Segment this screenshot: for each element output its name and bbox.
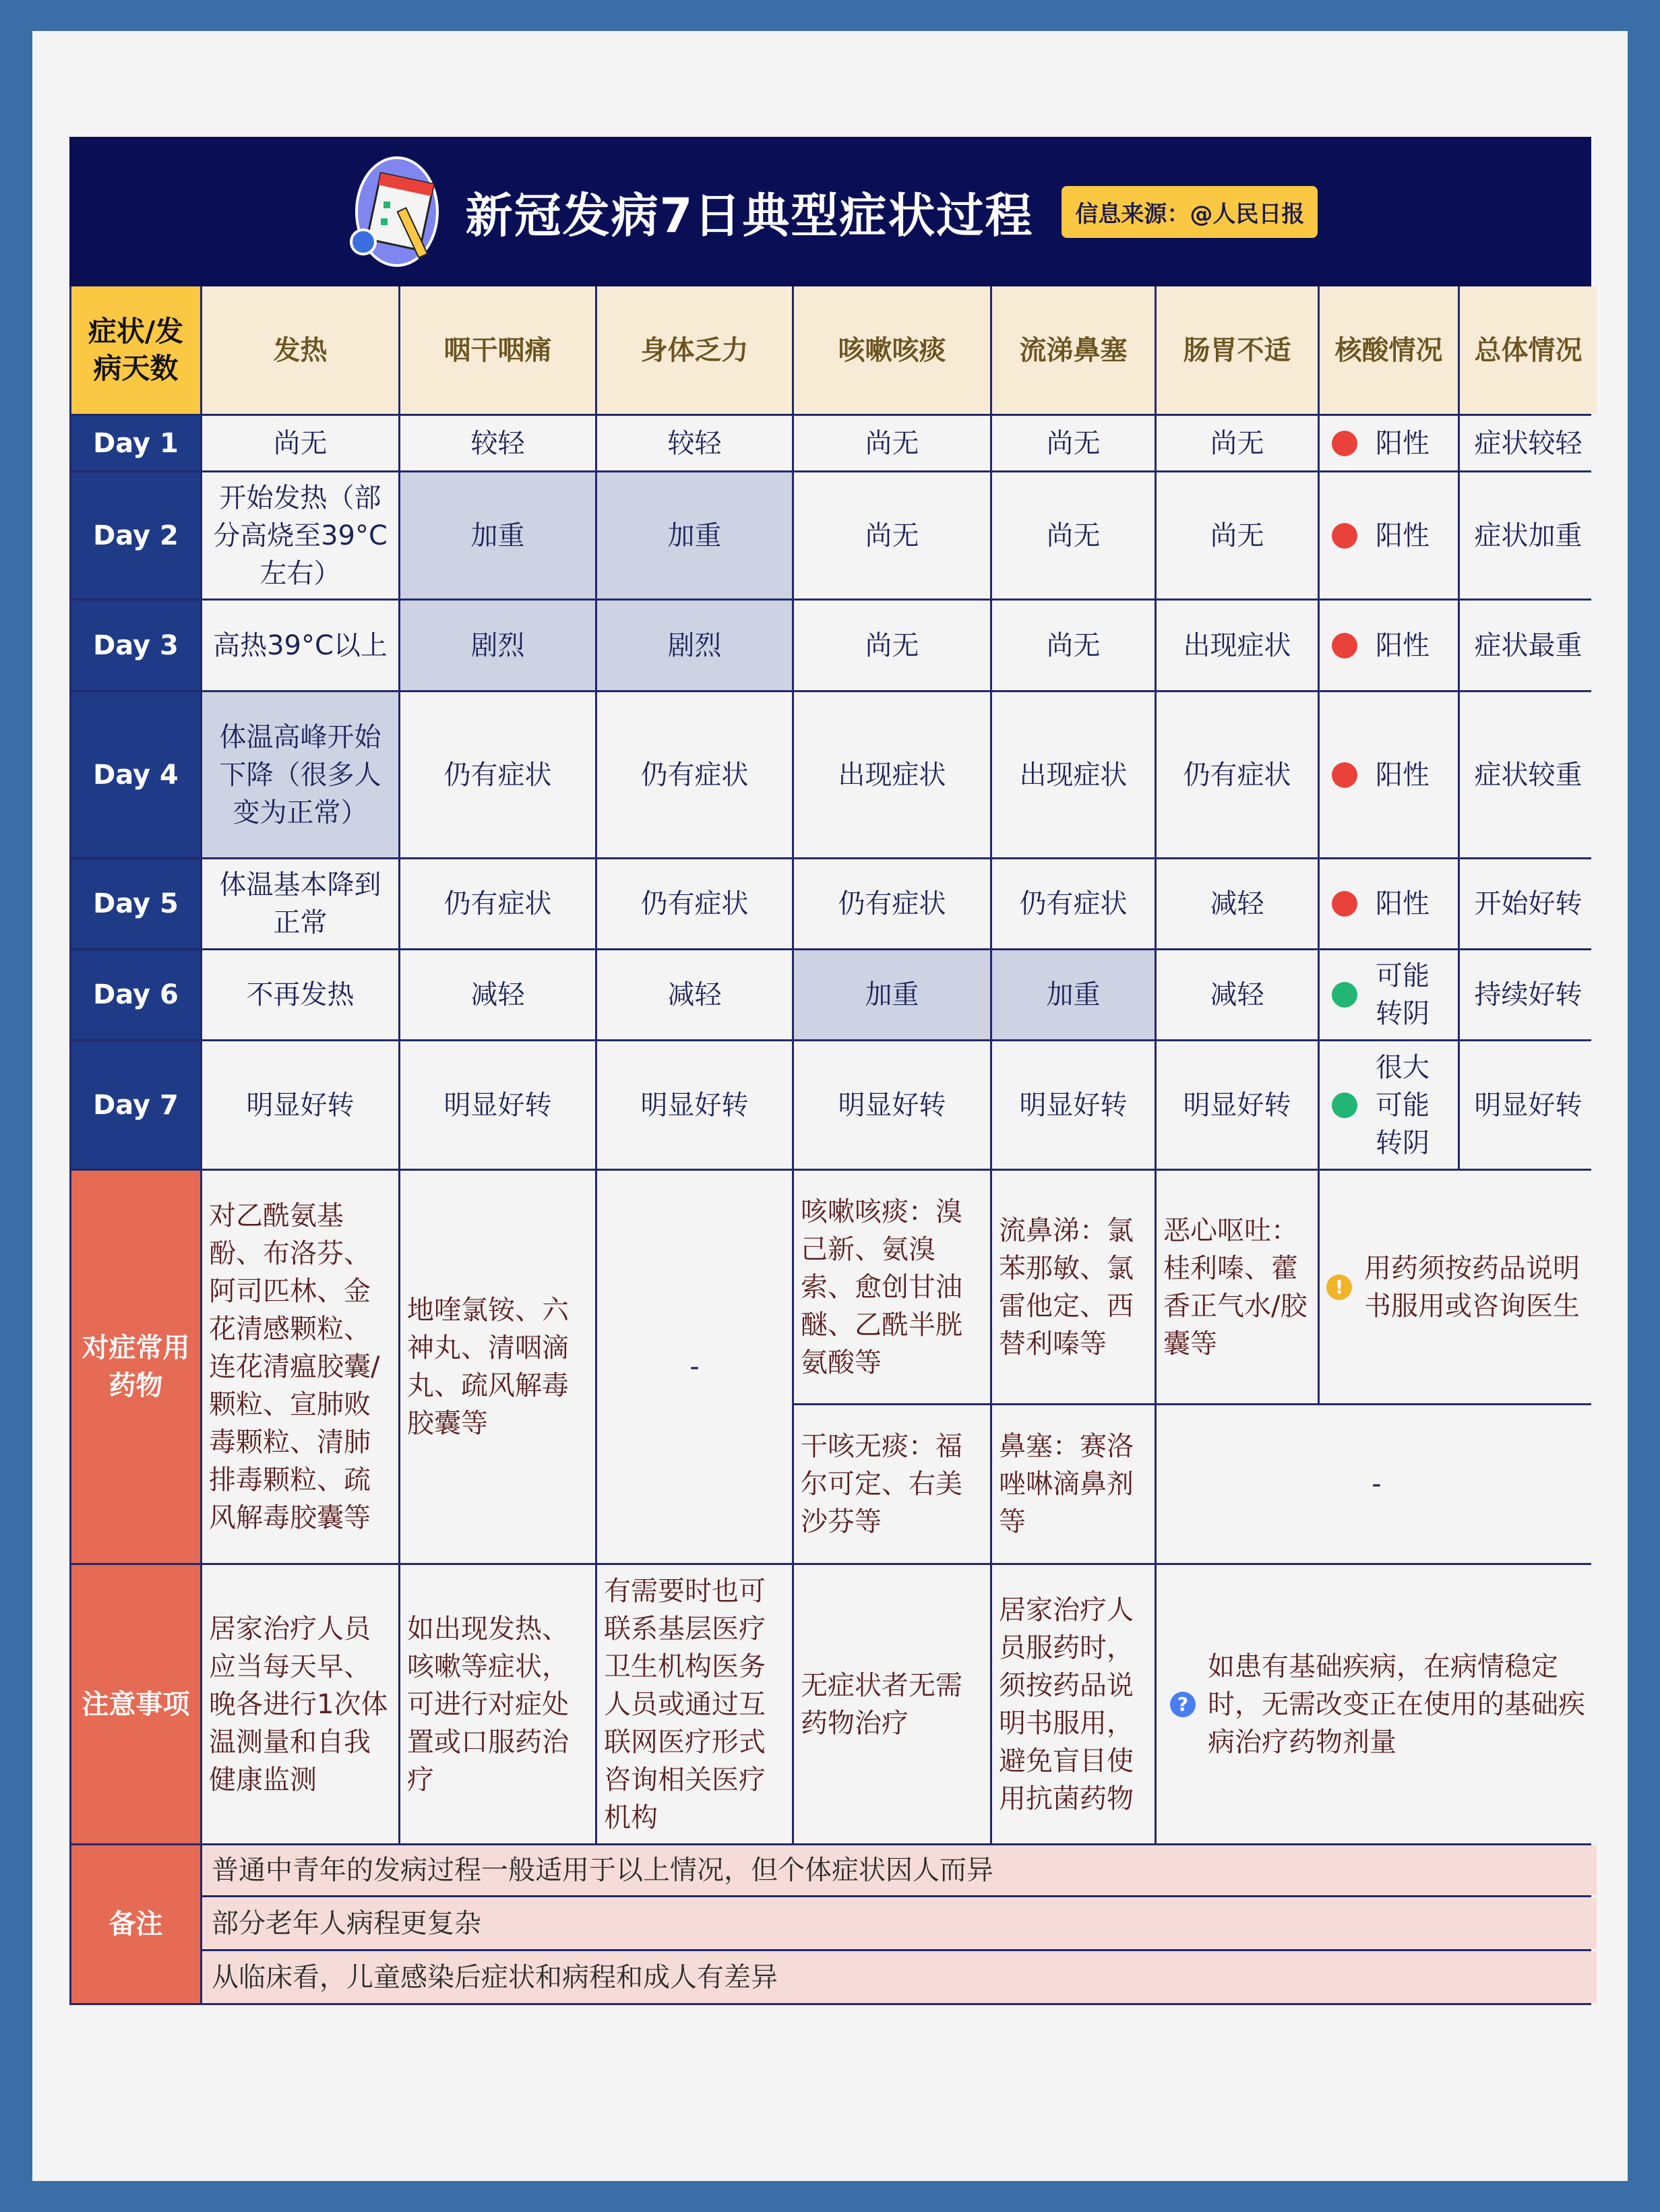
symptom-cell	[1157, 950, 1318, 1039]
test-result-text: 可能转阴	[1376, 960, 1430, 1029]
positive-status-dot-icon	[1332, 891, 1357, 917]
day-label	[71, 601, 200, 690]
medication-empty-text: -	[1372, 1469, 1382, 1500]
symptom-cell-text: 开始发热（部分高烧至39°C左右）	[213, 482, 388, 589]
medication-gi	[1157, 1171, 1318, 1403]
symptom-cell-text: 减轻	[1210, 979, 1264, 1010]
symptom-cell-text: 明显好转	[640, 1089, 749, 1121]
medication-dry-cough-text: 干咳无痰：福尔可定、右美沙芬等	[801, 1431, 962, 1537]
symptom-cell-text: 尚无	[865, 427, 919, 459]
note-chronic	[1157, 1565, 1597, 1843]
symptom-cell-text: 出现症状	[1183, 629, 1291, 661]
remark-item	[202, 1897, 1597, 1949]
symptom-cell-text: 仍有症状	[443, 759, 552, 791]
symptom-cell	[400, 950, 595, 1039]
note-chronic-text: 如患有基础疾病，在病情稳定时，无需改变正在使用的基础疾病治疗药物剂量	[1208, 1651, 1585, 1758]
medication-dry-cough	[794, 1405, 990, 1563]
symptom-cell-text: 加重	[1046, 979, 1101, 1010]
symptom-cell	[202, 601, 398, 690]
column-header	[400, 286, 595, 414]
symptom-cell-text: 剧烈	[470, 629, 525, 661]
symptom-cell-text: 尚无	[865, 520, 919, 551]
remark-item-text: 从临床看，儿童感染后症状和病程和成人有差异	[212, 1961, 778, 1993]
symptom-cell	[400, 859, 595, 948]
day-label-text: Day 4	[93, 759, 179, 791]
remark-item-text: 普通中青年的发病过程一般适用于以上情况，但个体症状因人而异	[212, 1855, 993, 1886]
symptom-cell	[992, 601, 1155, 690]
medication-label-text: 对症常用药物	[82, 1332, 190, 1401]
medication-gi-text: 恶心呕吐：桂利嗪、藿香正气水/胶囊等	[1163, 1215, 1308, 1359]
symptom-cell-text: 体温高峰开始下降（很多人变为正常）	[219, 721, 381, 828]
overall-cell	[1460, 416, 1597, 470]
symptom-cell	[400, 472, 595, 598]
overall-cell	[1460, 472, 1597, 598]
symptom-cell-text: 不再发热	[246, 979, 355, 1010]
day-label	[71, 416, 200, 470]
symptom-cell	[1157, 416, 1318, 470]
positive-status-dot-icon	[1332, 431, 1357, 456]
overall-cell-text: 症状较轻	[1474, 427, 1582, 459]
note-cough-text: 无症状者无需药物治疗	[801, 1669, 962, 1739]
note-cough	[794, 1565, 990, 1843]
symptom-cell-text: 仍有症状	[443, 888, 552, 919]
symptom-cell-text: 加重	[470, 520, 525, 551]
medication-nasal	[992, 1405, 1155, 1563]
symptom-cell	[992, 416, 1155, 470]
symptom-cell-text: 仍有症状	[838, 888, 946, 919]
note-throat	[400, 1565, 595, 1843]
symptom-cell	[794, 601, 990, 690]
symptom-cell	[992, 950, 1155, 1039]
question-icon: ?	[1170, 1692, 1196, 1717]
symptom-cell	[1157, 1041, 1318, 1169]
symptom-cell-text: 减轻	[1210, 888, 1264, 919]
day-label-text: Day 3	[93, 629, 179, 661]
title-banner	[69, 137, 1591, 286]
symptom-cell	[597, 601, 792, 690]
symptom-cell	[794, 416, 990, 470]
notes-label-text: 注意事项	[82, 1688, 190, 1720]
notes-label	[71, 1565, 200, 1843]
medication-cough	[794, 1171, 990, 1403]
symptom-cell	[1157, 472, 1318, 598]
remarks-label-text: 备注	[109, 1909, 163, 1940]
symptom-cell	[400, 601, 595, 690]
corner-header	[71, 286, 200, 414]
page-title: 新冠发病7日典型症状过程	[465, 187, 1034, 243]
symptom-cell	[992, 692, 1155, 857]
positive-status-dot-icon	[1332, 633, 1357, 658]
column-header-text: 身体乏力	[640, 334, 749, 366]
symptom-cell	[794, 1041, 990, 1169]
symptom-cell-text: 明显好转	[443, 1089, 552, 1121]
test-result-text: 阳性	[1376, 888, 1430, 919]
symptom-table	[69, 286, 1591, 2005]
symptom-cell-text: 仍有症状	[640, 759, 749, 791]
overall-cell-text: 持续好转	[1474, 979, 1582, 1010]
symptom-cell	[202, 416, 398, 470]
column-header-text: 流涕鼻塞	[1019, 334, 1128, 366]
test-result-text: 阳性	[1376, 427, 1430, 459]
symptom-cell-text: 尚无	[1046, 520, 1101, 551]
negative-status-dot-icon	[1332, 982, 1357, 1008]
test-result-cell	[1320, 472, 1458, 598]
symptom-cell	[992, 859, 1155, 948]
symptom-cell	[794, 950, 990, 1039]
symptom-cell	[202, 950, 398, 1039]
symptom-cell-text: 尚无	[1046, 629, 1101, 661]
symptom-cell	[597, 472, 792, 598]
medication-nasal-text: 鼻塞：赛洛唑啉滴鼻剂等	[999, 1431, 1134, 1537]
column-header	[202, 286, 398, 414]
test-result-cell	[1320, 416, 1458, 470]
symptom-cell	[400, 692, 595, 857]
overall-cell-text: 症状较重	[1474, 759, 1582, 791]
symptom-cell-text: 减轻	[667, 979, 722, 1010]
symptom-cell-text: 明显好转	[838, 1089, 946, 1121]
medication-throat	[400, 1171, 595, 1563]
symptom-cell	[597, 950, 792, 1039]
note-fatigue	[597, 1565, 792, 1843]
symptom-cell-text: 明显好转	[246, 1089, 355, 1121]
medication-tip	[1320, 1171, 1597, 1403]
note-fatigue-text: 有需要时也可联系基层医疗卫生机构医务人员或通过互联网医疗形式咨询相关医疗机构	[604, 1575, 766, 1833]
test-result-cell	[1320, 1041, 1458, 1169]
symptom-cell	[597, 859, 792, 948]
test-result-text: 阳性	[1376, 759, 1430, 791]
day-label	[71, 1041, 200, 1169]
symptom-cell-text: 体温基本降到正常	[219, 869, 381, 938]
symptom-cell-text: 加重	[667, 520, 722, 551]
medication-cough-text: 咳嗽咳痰：溴己新、氨溴索、愈创甘油醚、乙酰半胱氨酸等	[801, 1196, 962, 1378]
symptom-cell	[794, 472, 990, 598]
symptom-cell	[1157, 601, 1318, 690]
overall-cell-text: 开始好转	[1474, 888, 1582, 919]
symptom-cell	[794, 692, 990, 857]
positive-status-dot-icon	[1332, 523, 1357, 549]
note-fever	[202, 1565, 398, 1843]
symptom-cell-text: 仍有症状	[640, 888, 749, 919]
symptom-cell	[202, 692, 398, 857]
test-result-cell	[1320, 692, 1458, 857]
column-header-text: 咳嗽咳痰	[838, 334, 946, 366]
column-header	[1157, 286, 1318, 414]
medication-fever	[202, 1171, 398, 1563]
medication-runny-nose-text: 流鼻涕：氯苯那敏、氯雷他定、西替利嗪等	[999, 1215, 1134, 1359]
medication-label	[71, 1171, 200, 1563]
test-result-text: 阳性	[1376, 629, 1430, 661]
symptom-cell-text: 明显好转	[1183, 1089, 1291, 1121]
symptom-cell-text: 尚无	[865, 629, 919, 661]
remarks-label	[71, 1845, 200, 2003]
symptom-cell-text: 减轻	[470, 979, 525, 1010]
day-label	[71, 950, 200, 1039]
symptom-cell-text: 尚无	[1210, 427, 1264, 459]
symptom-cell-text: 尚无	[273, 427, 328, 459]
medication-fatigue	[597, 1171, 792, 1563]
note-nasal	[992, 1565, 1155, 1843]
symptom-cell	[400, 1041, 595, 1169]
day-label	[71, 472, 200, 598]
symptom-cell	[992, 472, 1155, 598]
column-header	[1320, 286, 1458, 414]
symptom-cell-text: 出现症状	[838, 759, 946, 791]
remark-item	[202, 1845, 1597, 1895]
column-header	[1460, 286, 1597, 414]
column-header	[794, 286, 990, 414]
symptom-cell	[1157, 859, 1318, 948]
column-header-text: 咽干咽痛	[443, 334, 552, 366]
symptom-cell-text: 较轻	[470, 427, 525, 459]
symptom-cell-text: 加重	[865, 979, 919, 1010]
symptom-cell	[597, 1041, 792, 1169]
note-nasal-text: 居家治疗人员服药时，须按药品说明书服用，避免盲目使用抗菌药物	[999, 1594, 1134, 1814]
symptom-cell-text: 较轻	[667, 427, 722, 459]
symptom-cell	[992, 1041, 1155, 1169]
test-result-cell	[1320, 859, 1458, 948]
column-header-text: 肠胃不适	[1183, 334, 1291, 366]
day-label-text: Day 6	[93, 979, 179, 1010]
column-header	[597, 286, 792, 414]
symptom-cell-text: 明显好转	[1019, 1089, 1128, 1121]
day-label-text: Day 5	[93, 888, 179, 919]
overall-cell	[1460, 950, 1597, 1039]
column-header-text: 核酸情况	[1334, 334, 1443, 366]
medication-throat-text: 地喹氯铵、六神丸、清咽滴丸、疏风解毒胶囊等	[407, 1295, 569, 1439]
overall-cell-text: 症状最重	[1474, 629, 1582, 661]
symptom-cell	[794, 859, 990, 948]
overall-cell	[1460, 601, 1597, 690]
column-header-text: 总体情况	[1474, 334, 1582, 366]
checklist-icon	[343, 154, 451, 269]
note-fever-text: 居家治疗人员应当每天早、晚各进行1次体温测量和自我健康监测	[209, 1613, 388, 1795]
overall-cell-text: 症状加重	[1474, 520, 1582, 551]
negative-status-dot-icon	[1332, 1093, 1357, 1118]
day-label-text: Day 7	[93, 1089, 179, 1121]
day-label-text: Day 2	[93, 520, 179, 551]
symptom-cell-text: 尚无	[1046, 427, 1101, 459]
overall-cell	[1460, 1041, 1597, 1169]
test-result-text: 很大可能转阴	[1376, 1051, 1430, 1159]
symptom-cell	[202, 859, 398, 948]
symptom-cell	[202, 472, 398, 598]
medication-tip-text: 用药须按药品说明书服用或咨询医生	[1364, 1252, 1580, 1322]
column-header	[992, 286, 1155, 414]
symptom-cell	[202, 1041, 398, 1169]
symptom-cell	[597, 416, 792, 470]
symptom-cell-text: 仍有症状	[1183, 759, 1291, 791]
symptom-cell-text: 高热39°C以上	[213, 629, 388, 661]
symptom-cell	[400, 416, 595, 470]
source-badge: 信息来源：@人民日报	[1062, 186, 1318, 238]
corner-header-text: 症状/发病天数	[88, 314, 184, 385]
column-header-text: 发热	[273, 334, 328, 366]
symptom-cell	[1157, 692, 1318, 857]
positive-status-dot-icon	[1332, 762, 1357, 788]
note-throat-text: 如出现发热、咳嗽等症状，可进行对症处置或口服药治疗	[407, 1613, 569, 1795]
remark-item-text: 部分老年人病程更复杂	[212, 1907, 481, 1939]
day-label-text: Day 1	[93, 427, 179, 459]
remark-item	[202, 1951, 1597, 2003]
day-label	[71, 859, 200, 948]
test-result-cell	[1320, 601, 1458, 690]
symptom-cell-text: 剧烈	[667, 629, 722, 661]
overall-cell	[1460, 859, 1597, 948]
test-result-text: 阳性	[1376, 520, 1430, 551]
test-result-cell	[1320, 950, 1458, 1039]
overall-cell-text: 明显好转	[1474, 1089, 1582, 1121]
symptom-cell-text: 仍有症状	[1019, 888, 1128, 919]
medication-fever-text: 对乙酰氨基酚、布洛芬、阿司匹林、金花清感颗粒、连花清瘟胶囊/颗粒、宣肺败毒颗粒、清肺排毒颗粒、疏风解毒胶囊等	[209, 1200, 380, 1533]
symptom-cell-text: 尚无	[1210, 520, 1264, 551]
medication-runny-nose	[992, 1171, 1155, 1403]
medication-empty	[1157, 1405, 1597, 1563]
day-label	[71, 692, 200, 857]
symptom-cell	[597, 692, 792, 857]
symptom-cell-text: 出现症状	[1019, 759, 1128, 791]
lightbulb-icon: !	[1326, 1274, 1352, 1300]
medication-fatigue-text: -	[689, 1351, 700, 1382]
overall-cell	[1460, 692, 1597, 857]
